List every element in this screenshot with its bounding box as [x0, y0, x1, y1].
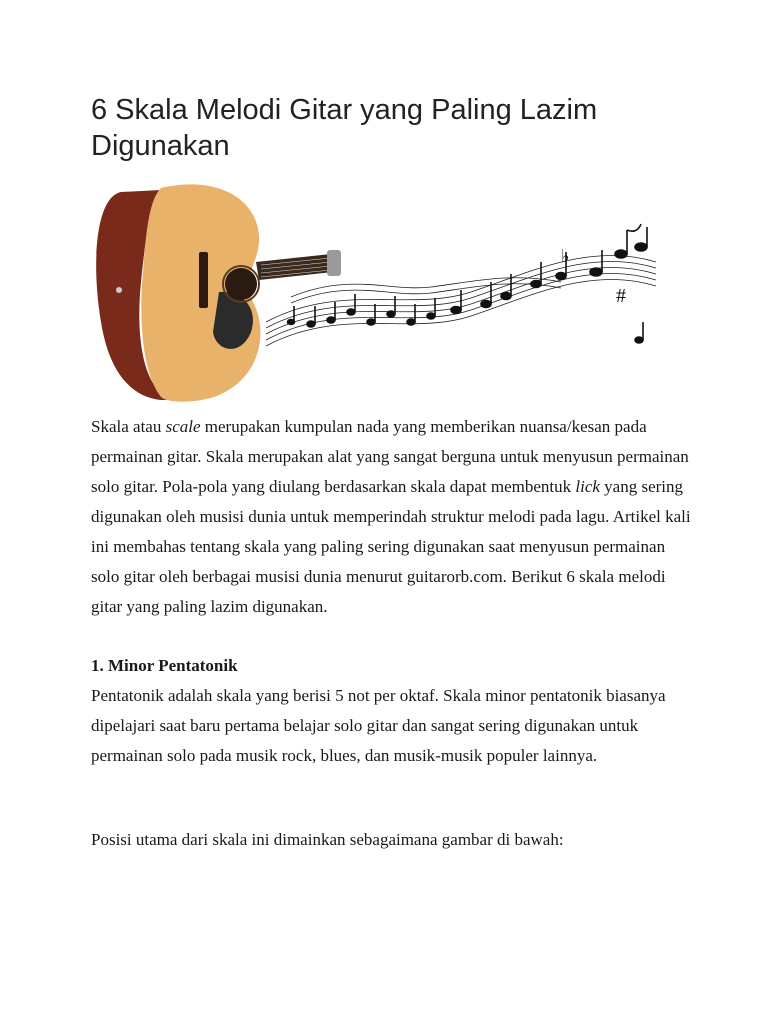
- guitar-illustration: [91, 172, 659, 410]
- intro-emphasis-lick: lick: [575, 477, 600, 496]
- svg-text:#: #: [616, 285, 626, 307]
- svg-text:♭: ♭: [561, 246, 570, 266]
- intro-text-3: yang sering digunakan oleh musisi dunia untuk memperindah struktur melodi pada lagu. Artikel kali ini membahas tentang skala yang paling sering digunakan saat menyusun permainan solo gitar oleh berbagai musisi dunia menurut guitarorb.com. Berikut 6 skala melodi gitar yang paling lazim digunakan.: [91, 477, 691, 616]
- intro-text-2: merupakan kumpulan nada yang memberikan nuansa/kesan pada permainan gitar. Skala merupakan alat yang sangat berguna untuk menyusun permainan solo gitar. Pola-pola yang diulang berdasarkan skala dapat membentuk: [91, 417, 689, 496]
- intro-emphasis-scale: scale: [165, 417, 201, 436]
- section-heading: 1. Minor Pentatonik: [91, 656, 238, 675]
- closing-paragraph: Posisi utama dari skala ini dimainkan sebagaimana gambar di bawah:: [91, 830, 564, 849]
- intro-paragraph: [91, 412, 691, 622]
- guitar: [96, 184, 341, 401]
- intro-text-1: Skala atau: [91, 417, 166, 436]
- page-title: 6 Skala Melodi Gitar yang Paling Lazim Digunakan: [91, 94, 598, 162]
- section-paragraph: Pentatonik adalah skala yang berisi 5 not per oktaf. Skala minor pentatonik biasanya dipelajari saat baru pertama belajar solo gitar dan sangat sering digunakan untuk permainan solo pada musik rock, blues, dan musik-musik populer lainnya.: [91, 686, 666, 765]
